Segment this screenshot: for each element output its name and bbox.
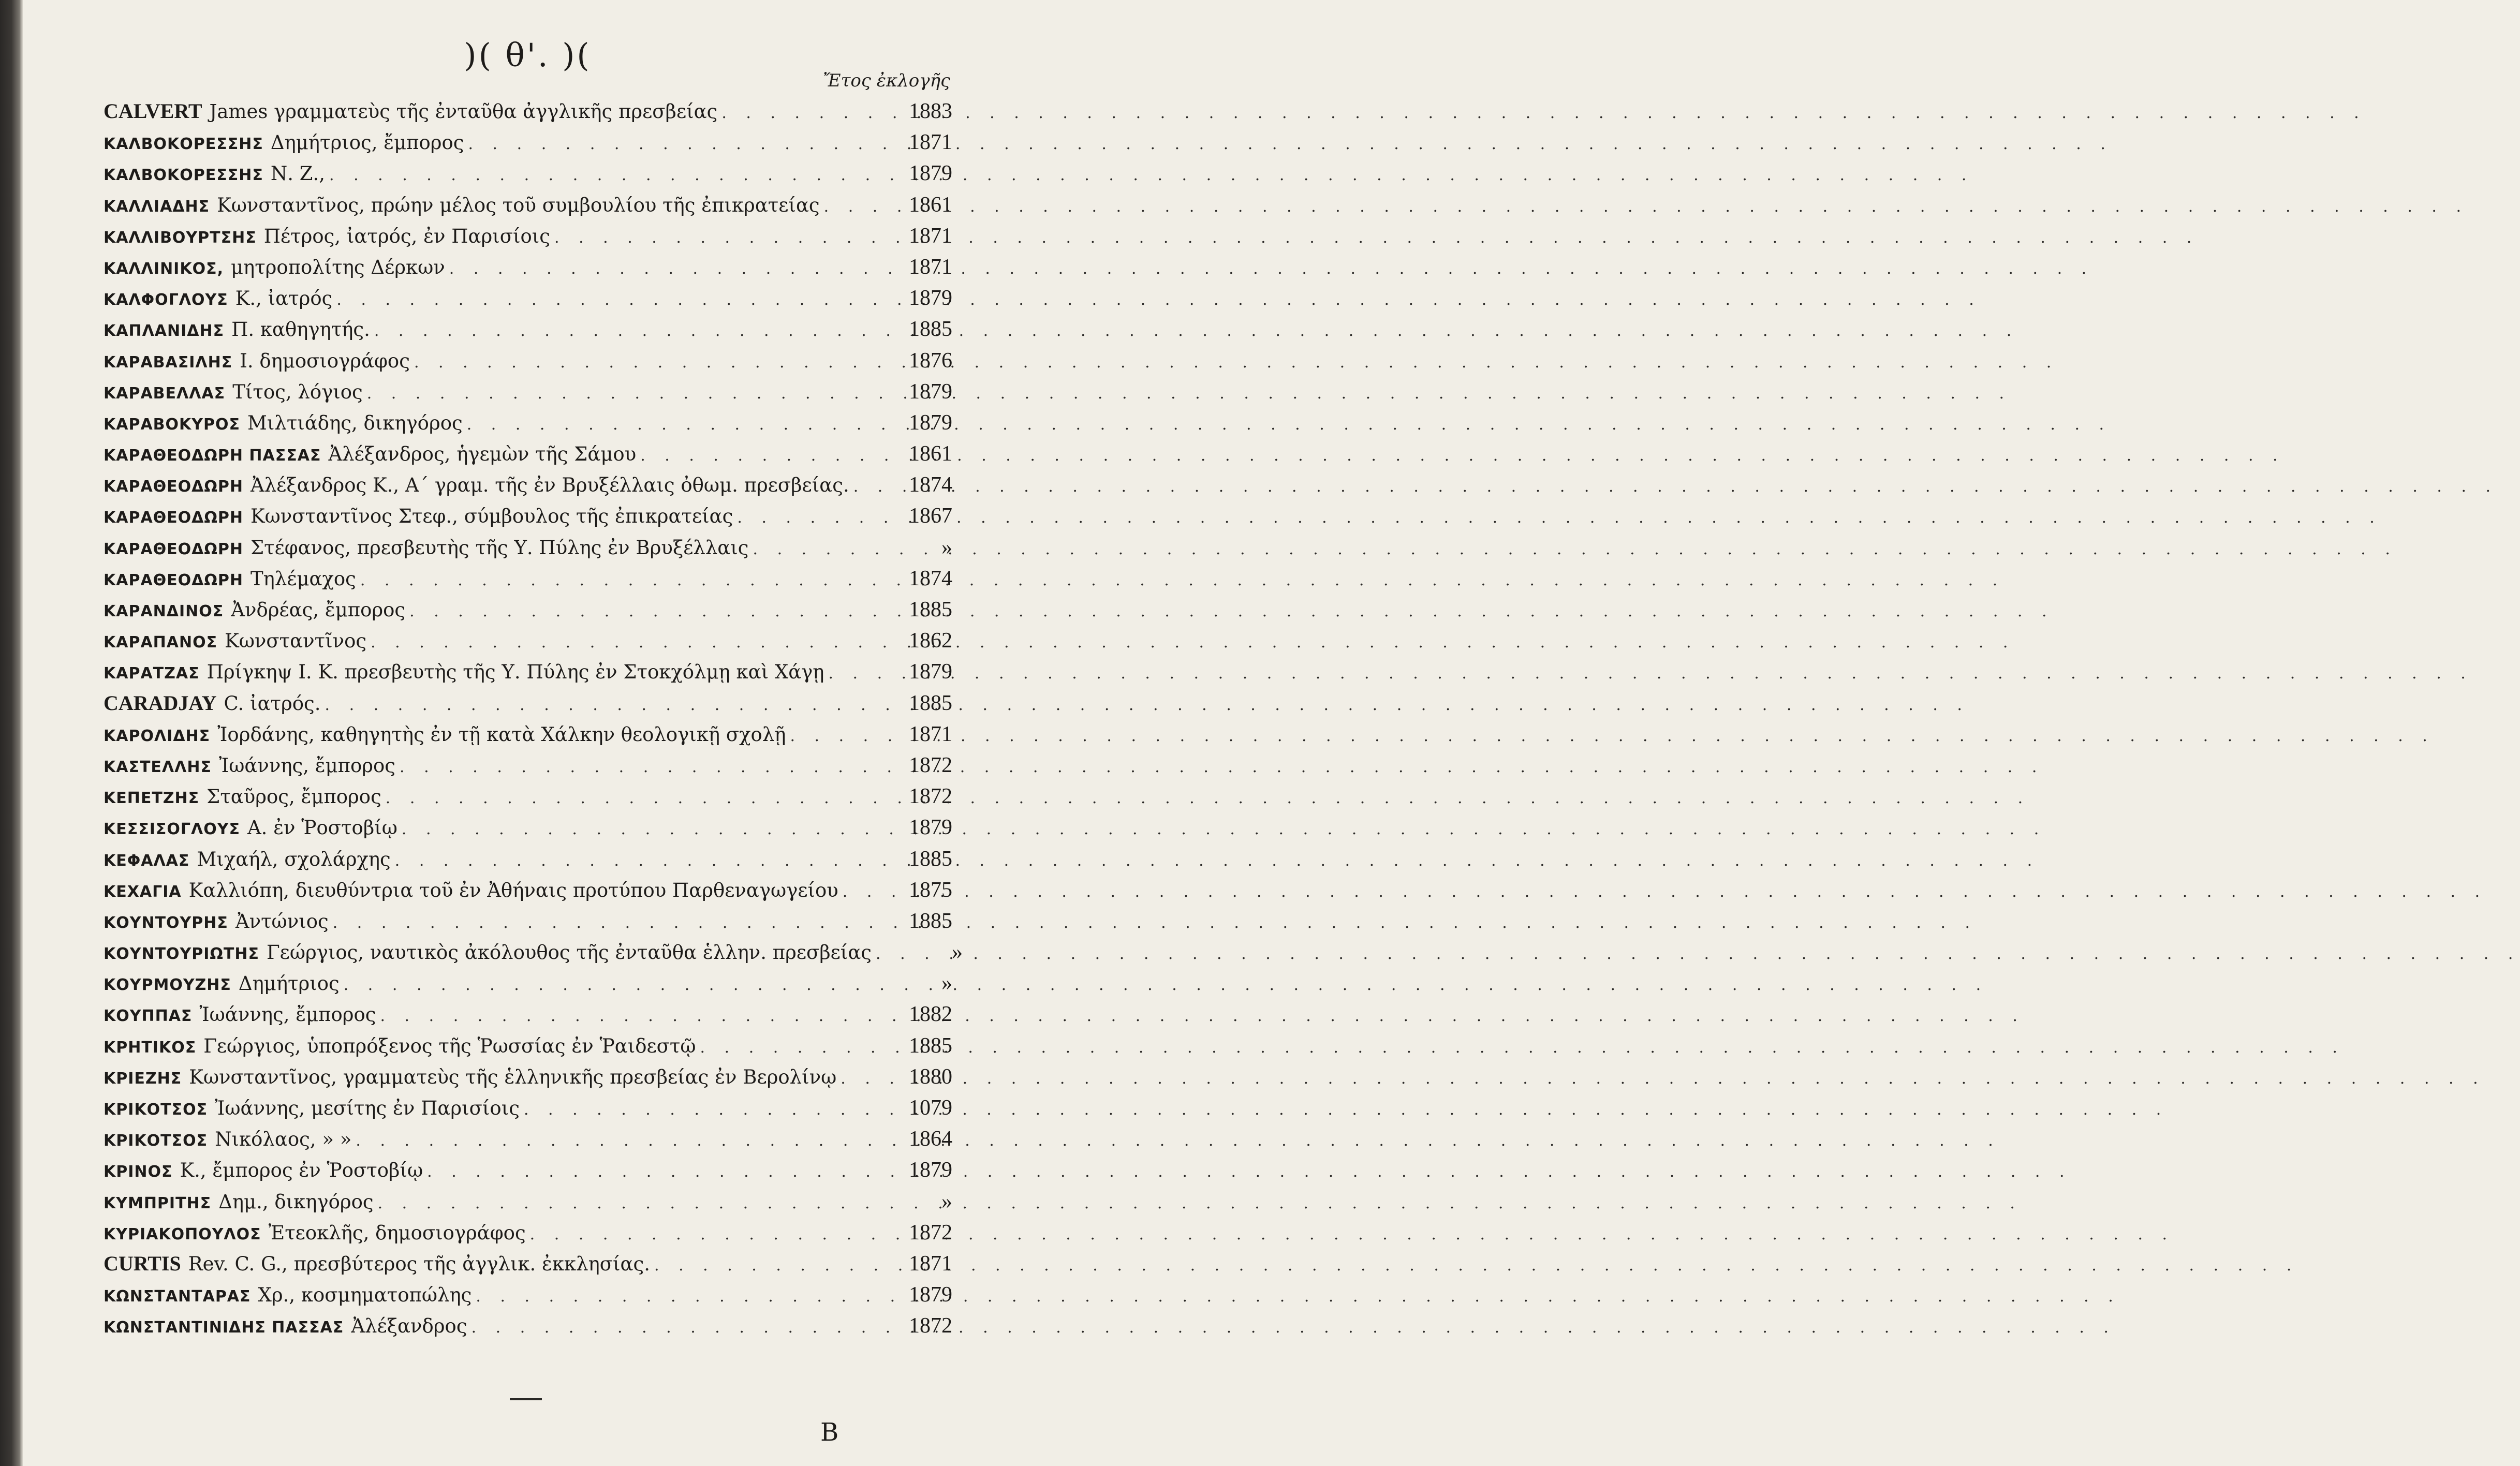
entry-year: 1883	[909, 99, 952, 123]
dot-leader	[321, 688, 885, 721]
entry-name: ΚΩΝΣΤΑΝΤΑΡΑΣ	[104, 1287, 251, 1306]
entry-description: Τηλέμαχος	[250, 567, 356, 590]
list-item	[104, 625, 952, 656]
entry-year: 1871	[909, 255, 952, 279]
entry-name: ΚΑΡΑΠΑΝΟΣ	[104, 633, 218, 652]
dot-leader	[340, 968, 885, 1001]
list-item	[104, 283, 952, 314]
dot-leader	[824, 656, 885, 689]
entry-name: ΚΩΝΣΤΑΝΤΙΝΙΔΗΣ ΠΑΣΣΑΣ	[104, 1319, 344, 1337]
entry-year: 1876	[909, 348, 952, 373]
year-column-header: Ἔτος ἐκλογῆς	[823, 70, 950, 91]
binding-edge	[0, 0, 23, 1466]
dot-leader	[374, 1186, 885, 1219]
list-item	[104, 1092, 952, 1123]
list-item	[104, 469, 952, 500]
entry-description: Ἰωάννης, ἔμπορος	[218, 754, 396, 777]
entry-description: Γεώργιος, ναυτικὸς ἀκόλουθος τῆς ἐνταῦθα ἑλλην. πρεσβείας	[267, 941, 872, 964]
dot-leader	[463, 407, 885, 440]
list-item	[104, 1061, 952, 1092]
entry-description: Κωνσταντῖνος Στεφ., σύμβουλος τῆς ἐπικρατείας	[250, 505, 733, 528]
dot-leader	[395, 750, 885, 783]
dot-leader	[636, 438, 885, 471]
entry-year: 1872	[909, 1314, 952, 1338]
entry-year: 1879	[909, 816, 952, 840]
dot-leader	[366, 625, 885, 658]
entry-name: CARADJAY	[104, 691, 217, 715]
list-item	[104, 127, 952, 158]
list-item	[104, 999, 952, 1030]
entry-year: 1874	[909, 566, 952, 590]
entry-description: Ἰωάννης, μεσίτης ἐν Παρισίοις	[215, 1097, 520, 1119]
entry-year: »	[941, 1189, 952, 1213]
entry-name: ΚΑΛΛΙΑΔΗΣ	[104, 197, 210, 216]
dot-leader	[717, 96, 885, 129]
entry-description: Στέφανος, πρεσβευτὴς τῆς Υ. Πύλης ἐν Βρυξέλλαις	[250, 536, 749, 559]
signature-mark: B	[820, 1418, 839, 1447]
entry-year: 1872	[909, 753, 952, 777]
entry-description: Ἀλέξανδρος Κ., Α΄ γραμ. τῆς ἐν Βρυξέλλαις ὀθωμ. πρεσβείας.	[250, 474, 849, 497]
entry-year: 1871	[909, 722, 952, 746]
list-item	[104, 1154, 952, 1186]
entry-name: ΚΕΣΣΙΣΟΓΛΟΥΣ	[104, 820, 240, 839]
list-item	[104, 781, 952, 812]
list-item	[104, 376, 952, 407]
entry-name: ΚΑΡΑΒΟΚΥΡΟΣ	[104, 415, 240, 434]
entry-year: 1885	[909, 598, 952, 621]
entry-name: ΚΑΠΛΑΝΙΔΗΣ	[104, 322, 225, 340]
entry-year: 1880	[909, 1064, 952, 1089]
entry-year: 1885	[909, 317, 952, 342]
end-rule	[510, 1398, 542, 1400]
dot-leader	[329, 906, 885, 939]
entry-name: ΚΥΡΙΑΚΟΠΟΥΛΟΣ	[104, 1225, 261, 1243]
entry-name: ΚΟΥΝΤΟΥΡΙΩΤΗΣ	[104, 945, 259, 964]
entry-description: Μιλτιάδης, δικηγόρος	[247, 411, 463, 434]
entry-name: ΚΕΧΑΓΙΑ	[104, 882, 182, 901]
list-item	[104, 594, 952, 625]
entry-year: 1861	[909, 442, 952, 466]
entry-description: Ἐτεοκλῆς, δημοσιογράφος	[268, 1221, 526, 1244]
dot-leader	[733, 500, 885, 534]
entry-name: ΚΑΡΑΒΑΣΙΛΗΣ	[104, 353, 233, 372]
dot-leader	[410, 345, 885, 378]
entry-year: 1879	[909, 379, 952, 404]
list-item	[104, 407, 952, 438]
entry-description: Γεώργιος, ὑποπρόξενος τῆς Ῥωσσίας ἐν Ῥαιδεστῷ	[203, 1034, 696, 1057]
list-item	[104, 968, 952, 999]
entry-name: ΚΑΡΑΘΕΟΔΩΡΗ ΠΑΣΣΑΣ	[104, 447, 321, 465]
list-item	[104, 96, 952, 127]
entry-year: 1879	[909, 410, 952, 435]
entry-description: Κ., ἰατρός	[235, 287, 333, 310]
entry-year: 1871	[909, 130, 952, 155]
entry-year: »	[941, 971, 952, 996]
dot-leader	[332, 283, 885, 316]
entry-description: Ι. δημοσιογράφος	[240, 349, 410, 372]
entry-description: Ἀνδρέας, ἔμπορος	[231, 599, 406, 621]
entry-name: ΚΑΡΑΘΕΟΔΩΡΗ	[104, 571, 243, 589]
entry-name: ΚΥΜΠΡΙΤΗΣ	[104, 1194, 212, 1212]
dot-leader	[838, 875, 885, 908]
entry-name: ΚΑΛΦΟΓΛΟΥΣ	[104, 291, 228, 309]
entry-year: 1867	[909, 504, 952, 528]
entry-description: Π. καθηγητής.	[231, 318, 370, 341]
entry-year: 1885	[909, 909, 952, 933]
entry-year: 1879	[909, 660, 952, 684]
dot-leader	[423, 1154, 885, 1188]
entry-description: Νικόλαος, » »	[215, 1128, 352, 1151]
dot-leader	[363, 376, 885, 409]
entry-description: Κωνσταντῖνος, πρώην μέλος τοῦ συμβουλίου τῆς ἐπικρατείας	[217, 194, 820, 216]
list-item	[104, 1217, 952, 1248]
entry-name: ΚΕΠΕΤΖΗΣ	[104, 789, 200, 808]
entry-name: ΚΡΙΚΟΤΣΟΣ	[104, 1132, 208, 1150]
dot-leader	[696, 1030, 885, 1063]
entry-name: ΚΟΥΡΜΟΥΖΗΣ	[104, 976, 231, 995]
entry-description: Rev. C. G., πρεσβύτερος τῆς ἀγγλικ. ἐκκλησίας.	[188, 1252, 650, 1275]
entry-year: 1871	[909, 1251, 952, 1276]
dot-leader	[397, 812, 885, 845]
list-item	[104, 1310, 952, 1341]
entry-year: 1885	[909, 847, 952, 871]
list-item	[104, 563, 952, 594]
list-item	[104, 220, 952, 251]
entry-year: 1861	[909, 192, 952, 217]
dot-leader	[872, 937, 895, 970]
entry-name: ΚΑΡΑΝΔΙΝΟΣ	[104, 602, 224, 620]
entry-description: James γραμματεὺς τῆς ἐνταῦθα ἀγγλικῆς πρεσβείας	[209, 100, 718, 123]
list-item	[104, 251, 952, 283]
list-item	[104, 532, 952, 563]
entry-description: Πέτρος, ἰατρός, ἐν Παρισίοις	[263, 225, 551, 247]
entry-name: ΚΑΡΑΘΕΟΔΩΡΗ	[104, 540, 243, 558]
entry-description: Ν. Ζ.,	[270, 162, 326, 185]
entry-year: 1079	[909, 1096, 952, 1120]
page-number: )( θ'. )(	[464, 36, 592, 74]
entry-name: ΚΑΡΟΛΙΔΗΣ	[104, 727, 211, 745]
entry-year: 1879	[909, 161, 952, 186]
dot-leader	[381, 781, 885, 814]
entry-name: ΚΡΙΚΟΤΣΟΣ	[104, 1101, 208, 1119]
entry-name: ΚΑΛΒΟΚΟΡΕΣΣΗΣ	[104, 135, 263, 154]
entry-year: »	[941, 535, 952, 559]
entry-description: Ἀντώνιος	[235, 910, 329, 932]
dot-leader	[836, 1061, 885, 1094]
dot-leader	[550, 220, 885, 254]
dot-leader	[520, 1092, 885, 1126]
list-item	[104, 314, 952, 345]
list-item	[104, 1279, 952, 1310]
dot-leader	[467, 1310, 885, 1343]
dot-leader	[391, 843, 885, 877]
entry-description: Α. ἐν Ῥοστοβίῳ	[247, 817, 397, 839]
entry-description: Δημήτριος, ἔμπορος	[270, 131, 464, 154]
dot-leader	[749, 532, 886, 565]
entry-description: Μιχαήλ, σχολάρχης	[197, 848, 391, 870]
list-item	[104, 812, 952, 843]
entry-name: ΚΡΙΕΖΗΣ	[104, 1069, 182, 1088]
entry-name: ΚΡΗΤΙΚΟΣ	[104, 1038, 197, 1057]
list-item	[104, 688, 952, 719]
dot-leader	[786, 719, 885, 752]
entry-year: 1879	[909, 1158, 952, 1182]
entry-year: 1872	[909, 1220, 952, 1245]
list-item	[104, 843, 952, 875]
entry-year: 1864	[909, 1127, 952, 1151]
list-item	[104, 875, 952, 906]
list-item	[104, 1186, 952, 1217]
list-item	[104, 750, 952, 781]
entry-description: μητροπολίτης Δέρκων	[230, 256, 445, 278]
list-item	[104, 500, 952, 531]
entry-year: 1875	[909, 878, 952, 902]
dot-leader	[820, 189, 885, 223]
entry-description: Τίτος, λόγιος	[232, 380, 363, 403]
list-item	[104, 937, 963, 968]
dot-leader	[356, 563, 885, 596]
entry-year: 1862	[909, 629, 952, 653]
entry-name: ΚΟΥΝΤΟΥΡΗΣ	[104, 913, 228, 932]
dot-leader	[445, 251, 885, 285]
list-item	[104, 719, 952, 750]
entry-year: 1874	[909, 473, 952, 497]
list-item	[104, 189, 952, 220]
entry-year: 1872	[909, 784, 952, 809]
entry-year: »	[952, 940, 963, 965]
dot-leader	[849, 469, 885, 502]
dot-leader	[471, 1279, 885, 1312]
entry-year: 1882	[909, 1002, 952, 1027]
entry-name: CALVERT	[104, 99, 202, 123]
list-item	[104, 1123, 952, 1154]
entry-name: CURTIS	[104, 1251, 181, 1275]
entry-description: Ἰωάννης, ἔμπορος	[199, 1003, 376, 1026]
dot-leader	[405, 594, 885, 627]
entry-description: Καλλιόπη, διευθύντρια τοῦ ἐν Ἀθήναις προτύπου Παρθεναγωγείου	[188, 879, 838, 901]
entry-description: C. ἰατρός.	[224, 692, 321, 715]
list-item	[104, 656, 952, 687]
entry-description: Χρ., κοσμηματοπώλης	[258, 1284, 472, 1307]
dot-leader	[370, 314, 885, 347]
member-list	[104, 96, 963, 1342]
entry-year: 1871	[909, 224, 952, 248]
entry-name: ΚΑΡΑΒΕΛΛΑΣ	[104, 384, 226, 403]
list-item	[104, 1248, 952, 1279]
entry-name: ΚΡΙΝΟΣ	[104, 1163, 173, 1181]
entry-description: Ἰορδάνης, καθηγητὴς ἐν τῇ κατὰ Χάλκην θεολογικῇ σχολῇ	[217, 723, 786, 746]
entry-year: 1879	[909, 1283, 952, 1307]
entry-name: ΚΑΛΛΙΝΙΚΟΣ,	[104, 259, 224, 278]
entry-description: Σταῦρος, ἔμπορος	[207, 786, 381, 808]
entry-description: Ἀλέξανδρος, ἡγεμὼν τῆς Σάμου	[328, 443, 637, 466]
entry-name: ΚΑΡΑΤΖΑΣ	[104, 664, 200, 683]
dot-leader	[526, 1217, 885, 1250]
entry-description: Πρίγκηψ Ι. Κ. πρεσβευτὴς τῆς Υ. Πύλης ἐν Στοκχόλμῃ καὶ Χάγῃ	[207, 661, 824, 684]
list-item	[104, 906, 952, 937]
dot-leader	[650, 1248, 885, 1281]
entry-name: ΚΑΛΒΟΚΟΡΕΣΣΗΣ	[104, 166, 263, 185]
entry-description: Δημήτριος	[238, 972, 340, 995]
dot-leader	[376, 999, 885, 1032]
entry-name: ΚΕΦΑΛΑΣ	[104, 851, 190, 870]
entry-name: ΚΑΛΛΙΒΟΥΡΤΣΗΣ	[104, 228, 257, 247]
entry-year: 1885	[909, 691, 952, 715]
list-item	[104, 158, 952, 189]
entry-year: 1885	[909, 1033, 952, 1058]
dot-leader	[325, 158, 885, 191]
dot-leader	[464, 127, 885, 160]
list-item	[104, 345, 952, 376]
list-item	[104, 1030, 952, 1061]
dot-leader	[351, 1123, 885, 1157]
entry-description: Κωνσταντῖνος, γραμματεὺς τῆς ἑλληνικῆς πρεσβείας ἐν Βερολίνῳ	[189, 1065, 837, 1088]
entry-description: Κωνσταντῖνος	[225, 630, 367, 653]
entry-name: ΚΑΡΑΘΕΟΔΩΡΗ	[104, 509, 243, 527]
entry-year: 1879	[909, 286, 952, 310]
entry-description: Δημ., δικηγόρος	[218, 1190, 374, 1213]
entry-name: ΚΑΣΤΕΛΛΗΣ	[104, 758, 212, 776]
entry-name: ΚΟΥΠΠΑΣ	[104, 1007, 193, 1026]
list-item	[104, 438, 952, 469]
entry-description: Κ., ἔμπορος ἐν Ῥοστοβίῳ	[180, 1159, 423, 1182]
entry-name: ΚΑΡΑΘΕΟΔΩΡΗ	[104, 478, 243, 496]
entry-description: Ἀλέξανδρος	[351, 1315, 467, 1338]
